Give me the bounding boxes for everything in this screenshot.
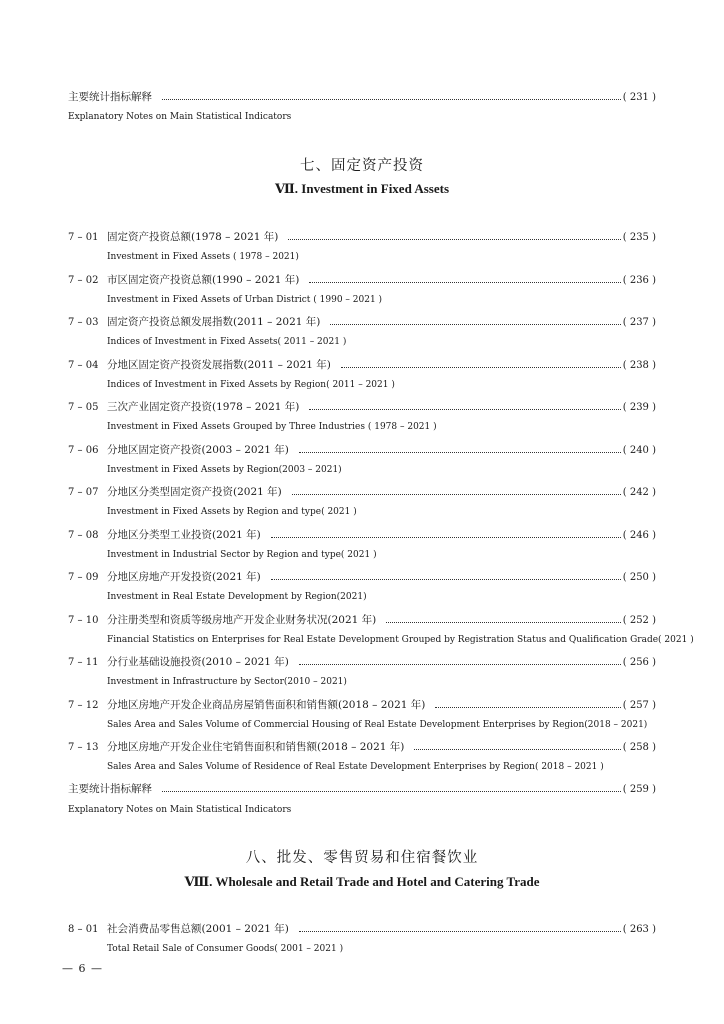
toc-entry[interactable] (68, 443, 656, 458)
entry-page-ref: ( 240 ) (622, 444, 656, 456)
entry-number: 7 – 05 (68, 402, 99, 413)
entry-title-en: Explanatory Notes on Main Statistical Indicators (68, 805, 292, 815)
entry-number: 7 – 02 (68, 274, 99, 286)
dot-leader (299, 656, 621, 665)
entry-page-ref: ( 259 ) (622, 784, 656, 795)
dot-leader (309, 274, 620, 283)
entry-title-en: Total Retail Sale of Consumer Goods( 2001 – 2021 ) (107, 944, 344, 954)
entry-number: 7 – 13 (68, 742, 99, 753)
dot-leader (386, 614, 620, 623)
entry-page-ref: ( 257 ) (622, 699, 656, 711)
entry-page-ref: ( 252 ) (622, 614, 656, 626)
toc-entry[interactable] (68, 485, 656, 500)
dot-leader (271, 571, 621, 580)
entry-page-ref: ( 238 ) (622, 359, 656, 371)
entry-title-en: Explanatory Notes on Main Statistical Indicators (68, 112, 292, 122)
toc-entry[interactable] (68, 740, 656, 755)
toc-entry[interactable] (68, 315, 656, 330)
entry-title-zh: 分地区分类型固定资产投资(2021 年) (107, 486, 282, 498)
entry-title-zh: 分地区固定资产投资发展指数(2011 – 2021 年) (107, 358, 331, 371)
toc-entry-notes-top[interactable] (68, 90, 656, 105)
entry-title-zh: 固定资产投资总额(1978 – 2021 年) (107, 231, 279, 243)
entry-number: 7 – 01 (68, 232, 99, 243)
entry-number: 8 – 01 (68, 924, 99, 935)
entry-title-en: Indices of Investment in Fixed Assets( 2011 – 2021 ) (107, 337, 347, 347)
toc-entry[interactable] (68, 698, 656, 713)
entry-title-en: Indices of Investment in Fixed Assets by Region( 2011 – 2021 ) (107, 379, 395, 390)
entry-title-en: Investment in Fixed Assets of Urban District ( 1990 – 2021 ) (107, 294, 383, 305)
toc-entry[interactable] (68, 358, 656, 373)
entry-title-en: Investment in Fixed Assets Grouped by Three Industries ( 1978 – 2021 ) (107, 422, 437, 432)
dot-leader (341, 359, 621, 368)
entry-page-ref: ( 231 ) (622, 92, 656, 103)
entry-number: 7 – 04 (68, 359, 99, 371)
toc-entry[interactable] (68, 273, 656, 288)
dot-leader (162, 783, 621, 792)
section-7-title-en: Ⅶ. Investment in Fixed Assets (274, 181, 450, 196)
dot-leader (292, 486, 621, 495)
dot-leader (435, 699, 620, 708)
entry-title-zh: 分地区房地产开发企业住宅销售面积和销售额(2018 – 2021 年) (107, 741, 405, 753)
entry-title-en: Sales Area and Sales Volume of Residence of Real Estate Development Enterprises by Region( 2018 – 2021 ) (107, 762, 604, 772)
entry-title-zh: 主要统计指标解释 (68, 783, 152, 795)
entry-title-zh: 市区固定资产投资总额(1990 – 2021 年) (107, 273, 300, 286)
toc-entry[interactable] (68, 400, 656, 415)
entry-title-zh: 分地区房地产开发企业商品房屋销售面积和销售额(2018 – 2021 年) (107, 698, 426, 711)
entry-page-ref: ( 246 ) (622, 529, 656, 541)
entry-title-zh: 社会消费品零售总额(2001 – 2021 年) (107, 923, 289, 935)
entry-number: 7 – 11 (68, 657, 99, 668)
entry-title-en: Investment in Industrial Sector by Region and type( 2021 ) (107, 549, 377, 560)
entry-number: 7 – 07 (68, 487, 99, 498)
entry-page-ref: ( 237 ) (622, 317, 656, 328)
dot-leader (162, 91, 621, 100)
entry-title-en: Investment in Infrastructure by Sector(2010 – 2021) (107, 677, 347, 687)
entry-page-ref: ( 258 ) (622, 742, 656, 753)
section-8-title-zh: 八、批发、零售贸易和住宿餐饮业 (245, 850, 479, 866)
dot-leader (414, 741, 620, 750)
entry-title-en: Investment in Real Estate Development by Region(2021) (107, 592, 367, 602)
entry-title-en: Investment in Fixed Assets ( 1978 – 2021) (107, 252, 299, 262)
toc-entry[interactable] (68, 230, 656, 245)
entry-number: 7 – 06 (68, 444, 99, 456)
toc-entry[interactable] (68, 528, 656, 543)
page-number: — 6 — (62, 962, 103, 975)
entry-title-en: Investment in Fixed Assets by Region(2003 – 2021) (107, 464, 342, 475)
entry-page-ref: ( 242 ) (622, 487, 656, 498)
entry-number: 7 – 10 (68, 614, 99, 626)
entry-title-en: Financial Statistics on Enterprises for Real Estate Development Grouped by Registration Status and Qualification Grade( 2021 ) (107, 634, 694, 645)
entry-number: 7 – 08 (68, 529, 99, 541)
toc-entry-notes-sec7[interactable] (68, 782, 656, 797)
entry-page-ref: ( 250 ) (622, 572, 656, 583)
section-8-title-en: Ⅷ. Wholesale and Retail Trade and Hotel and Catering Trade (184, 874, 540, 889)
toc-entry[interactable] (68, 570, 656, 585)
entry-number: 7 – 12 (68, 699, 99, 711)
toc-entry[interactable] (68, 922, 656, 937)
entry-page-ref: ( 263 ) (622, 924, 656, 935)
entry-number: 7 – 03 (68, 317, 99, 328)
entry-title-zh: 分地区房地产开发投资(2021 年) (107, 571, 261, 583)
entry-title-zh: 分注册类型和资质等级房地产开发企业财务状况(2021 年) (107, 613, 377, 626)
dot-leader (330, 316, 620, 325)
entry-number: 7 – 09 (68, 572, 99, 583)
entry-title-en: Sales Area and Sales Volume of Commercial Housing of Real Estate Development Enterprises by Region(2018 – 2021) (107, 719, 648, 730)
entry-page-ref: ( 239 ) (622, 402, 656, 413)
entry-title-zh: 分地区分类型工业投资(2021 年) (107, 528, 261, 541)
dot-leader (271, 529, 621, 538)
entry-title-zh: 主要统计指标解释 (68, 91, 152, 103)
section-7-title-zh: 七、固定资产投资 (300, 158, 424, 174)
entry-page-ref: ( 256 ) (622, 657, 656, 668)
entry-title-en: Investment in Fixed Assets by Region and type( 2021 ) (107, 507, 357, 517)
entry-title-zh: 分行业基础设施投资(2010 – 2021 年) (107, 656, 289, 668)
dot-leader (288, 231, 620, 240)
dot-leader (299, 923, 621, 932)
entry-title-zh: 三次产业固定资产投资(1978 – 2021 年) (107, 401, 300, 413)
dot-leader (309, 401, 620, 410)
entry-title-zh: 分地区固定资产投资(2003 – 2021 年) (107, 443, 289, 456)
dot-leader (299, 444, 621, 453)
toc-entry[interactable] (68, 613, 656, 628)
entry-title-zh: 固定资产投资总额发展指数(2011 – 2021 年) (107, 316, 321, 328)
toc-entry[interactable] (68, 655, 656, 670)
entry-page-ref: ( 236 ) (622, 274, 656, 286)
entry-page-ref: ( 235 ) (622, 232, 656, 243)
